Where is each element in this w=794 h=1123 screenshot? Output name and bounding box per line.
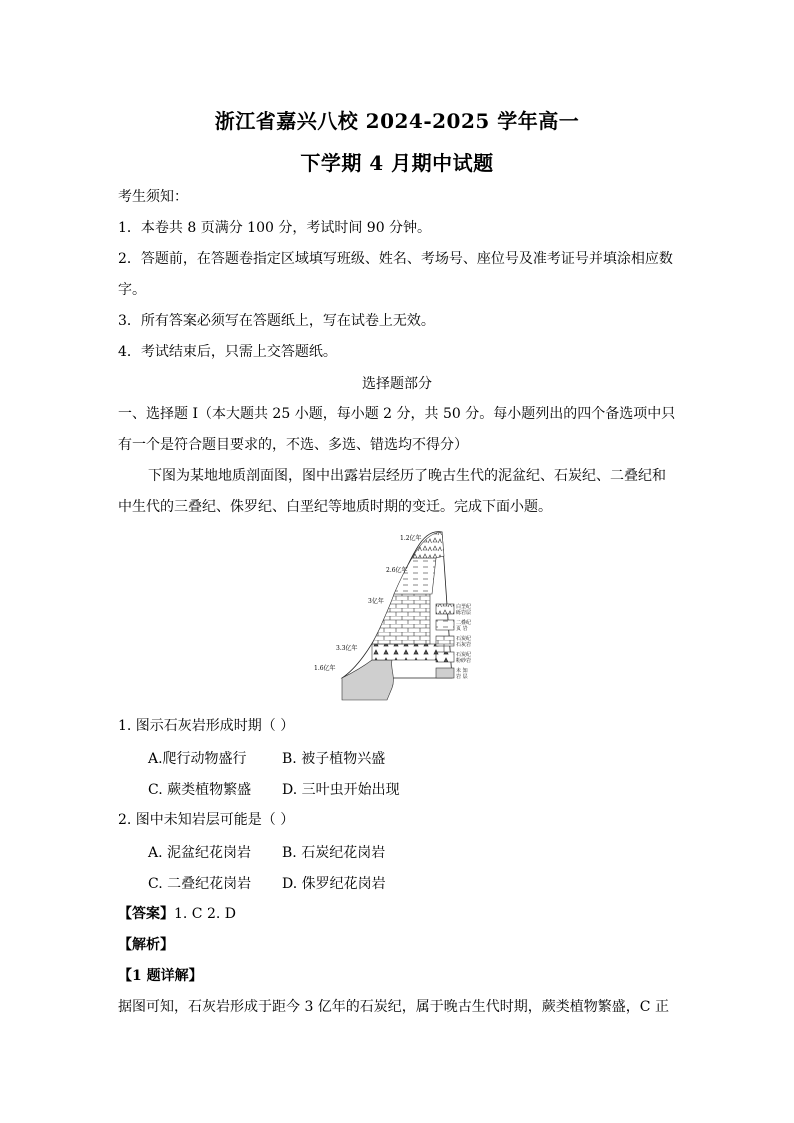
geology-profile-figure <box>312 528 488 704</box>
detail-text: 据图可知，石灰岩形成于距今 3 亿年的石炭纪，属于晚古生代时期，蕨类植物繁盛，C 正 <box>118 999 669 1015</box>
legend-label: 页 岩 <box>456 626 468 632</box>
unknown-strata <box>342 660 393 700</box>
age-label: 3.3亿年 <box>336 645 358 652</box>
legend-label: 石炭纪 <box>456 636 472 642</box>
answer-text: 1. C 2. D <box>174 906 237 922</box>
notice-item-3: 3．所有答案必须写在答题纸上，写在试卷上无效。 <box>118 313 435 329</box>
intro-line-1: 下图为某地地质剖面图，图中出露岩层经历了晚古生代的泥盆纪、石炭纪、二叠纪和 <box>148 468 666 484</box>
question-1-stem: 1. 图示石灰岩形成时期（ ） <box>118 718 295 734</box>
question-2-option-b: B. 石炭纪花岗岩 <box>282 845 386 861</box>
answer-line <box>118 904 236 924</box>
question-1-option-d: D. 三叶虫开始出现 <box>282 782 400 798</box>
question-1-option-b: B. 被子植物兴盛 <box>282 751 386 767</box>
legend-label: 粉砂岩 <box>456 658 472 664</box>
part-one-line-2: 有一个是符合题目要求的，不选、多选、错选均不得分） <box>118 437 468 453</box>
question-2-option-c: C. 二叠纪花岗岩 <box>148 876 252 892</box>
legend-label: 石灰岩 <box>456 642 472 648</box>
geology-profile-svg <box>312 528 488 704</box>
legend-label: 白垩纪 <box>456 604 472 610</box>
legend-label: 未 知 <box>456 668 468 674</box>
legend-label: 砾岩层 <box>456 610 472 616</box>
question-1-option-a: A.爬行动物盛行 <box>148 751 247 767</box>
intro-line-2: 中生代的三叠纪、侏罗纪、白垩纪等地质时期的变迁。完成下面小题。 <box>118 499 552 515</box>
age-label: 2.6亿年 <box>386 567 408 574</box>
notice-item-2: 2．答题前，在答题卷指定区域填写班级、姓名、考场号、座位号及准考证号并填涂相应数 <box>118 251 673 267</box>
figure-legend <box>436 603 471 680</box>
answer-label: 【答案】 <box>118 906 174 922</box>
notice-item-2-cont: 字。 <box>118 282 146 298</box>
legend-label: 石炭纪 <box>456 652 472 658</box>
legend-label: 二叠纪 <box>456 620 472 626</box>
notice-heading: 考生须知： <box>118 189 188 205</box>
shale-layer <box>394 558 436 594</box>
question-2-option-d: D. 侏罗纪花岗岩 <box>282 876 386 892</box>
question-2-stem: 2. 图中未知岩层可能是（ ） <box>118 812 295 828</box>
analysis-label: 【解析】 <box>118 937 174 953</box>
legend-label: 岩 层 <box>456 674 468 680</box>
detail-label: 【1 题详解】 <box>118 968 203 984</box>
question-2-option-a: A. 泥盆纪花岗岩 <box>148 845 252 861</box>
part-one-line-1: 一、选择题 I（本大题共 25 小题，每小题 2 分，共 50 分。每小题列出的四个备选项中只 <box>118 406 676 422</box>
section-title: 选择题部分 <box>362 376 432 392</box>
notice-item-4: 4．考试结束后，只需上交答题纸。 <box>118 344 337 360</box>
siltstone-layer <box>372 644 444 660</box>
notice-item-1: 1．本卷共 8 页满分 100 分，考试时间 90 分钟。 <box>118 220 432 236</box>
age-label: 1.2亿年 <box>400 535 422 542</box>
question-1-option-c: C. 蕨类植物繁盛 <box>148 782 252 798</box>
title-line-1: 浙江省嘉兴八校 2024-2025 学年高一 <box>214 109 580 133</box>
title-line-2: 下学期 4 月期中试题 <box>300 151 494 175</box>
age-label: 1.6亿年 <box>314 665 336 672</box>
age-label: 3亿年 <box>368 598 384 605</box>
